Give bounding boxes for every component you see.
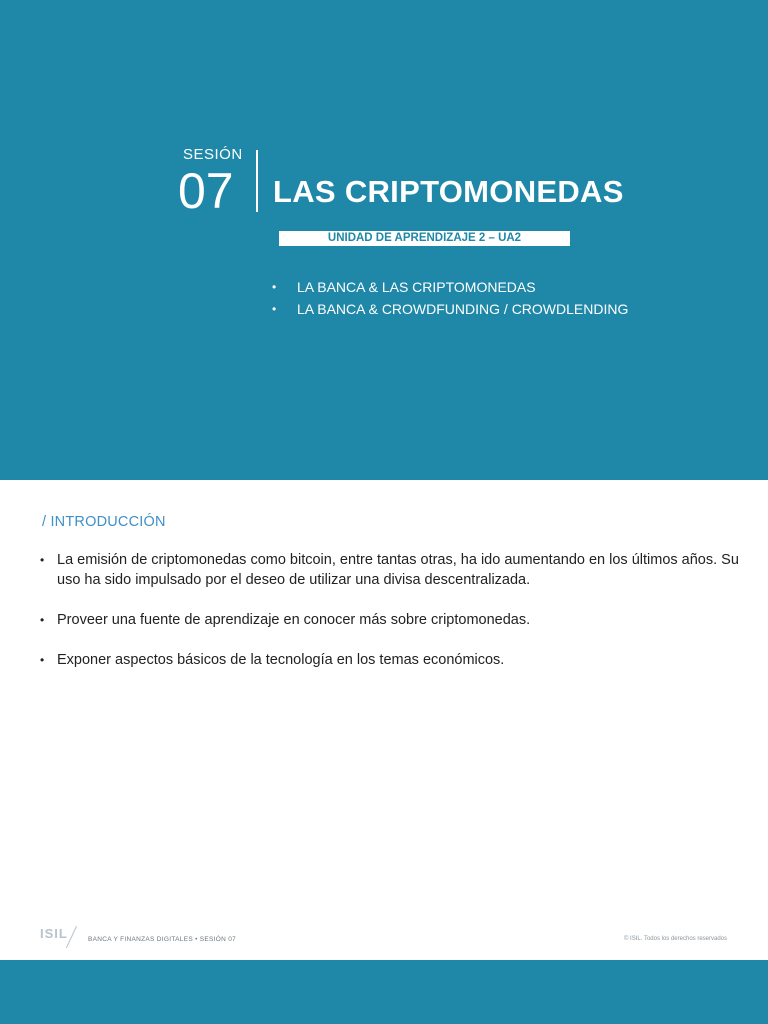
bullet-icon: •: [40, 653, 45, 667]
bullet-icon: •: [40, 613, 45, 627]
list-item-text: La emisión de criptomonedas como bitcoin, entre tantas otras, ha ido aumentando en los últimos años. Su uso ha sido impulsado por el deseo de utilizar una divisa descentralizada.: [57, 552, 739, 588]
bullet-icon: •: [272, 280, 277, 294]
list-item: [40, 550, 740, 590]
topic-list: [272, 276, 628, 320]
list-item-text: Proveer una fuente de aprendizaje en conocer más sobre criptomonedas.: [57, 612, 531, 628]
isil-logo: ISIL: [40, 926, 68, 941]
topic-text: LA BANCA & CROWDFUNDING / CROWDLENDING: [297, 301, 629, 317]
footer-copyright: © ISIL. Todos los derechos reservados: [623, 936, 727, 942]
page-title: LAS CRIPTOMONEDAS: [273, 174, 624, 209]
title-divider: [256, 150, 258, 212]
unit-badge: UNIDAD DE APRENDIZAJE 2 – UA2: [279, 231, 570, 246]
bullet-icon: •: [40, 553, 45, 567]
topic-item: [272, 298, 628, 320]
section-heading: / INTRODUCCIÓN: [42, 514, 166, 530]
session-number: 07: [178, 163, 234, 219]
session-label: SESIÓN: [183, 146, 243, 163]
topic-item: [272, 276, 628, 298]
list-item: [40, 650, 740, 670]
list-item: [40, 610, 740, 630]
intro-list: [40, 550, 740, 690]
list-item-text: Exponer aspectos básicos de la tecnología en los temas económicos.: [57, 652, 505, 668]
footer-course-label: BANCA Y FINANZAS DIGITALES • SESIÓN 07: [88, 936, 237, 943]
bullet-icon: •: [272, 302, 277, 316]
topic-text: LA BANCA & LAS CRIPTOMONEDAS: [297, 279, 536, 295]
bottom-bar: [0, 960, 768, 1024]
